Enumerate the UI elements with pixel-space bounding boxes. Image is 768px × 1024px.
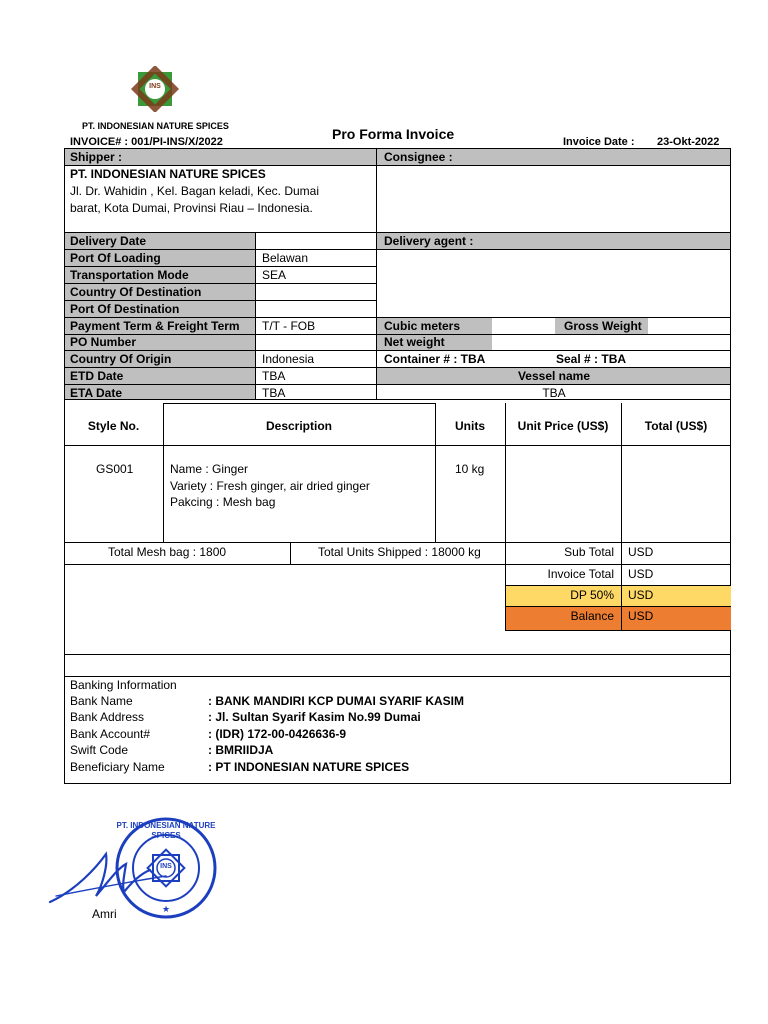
beneficiary-value: : PT INDONESIAN NATURE SPICES <box>208 760 410 774</box>
shipper-address-line1: Jl. Dr. Wahidin , Kel. Bagan keladi, Kec. Dumai <box>70 184 319 198</box>
banking-heading: Banking Information <box>70 678 177 692</box>
payment-label: Payment Term & Freight Term <box>70 319 240 333</box>
eta-value: TBA <box>262 386 286 400</box>
signature <box>46 846 176 910</box>
col-units: Units <box>455 419 485 433</box>
bank-account-value: : (IDR) 172-00-0426636-9 <box>208 727 347 741</box>
total-mesh-bag: Total Mesh bag : 1800 <box>108 545 227 559</box>
dp-value: USD <box>628 588 654 602</box>
net-label: Net weight <box>384 335 445 349</box>
page-title: Pro Forma Invoice <box>332 126 455 142</box>
total-units-shipped: Total Units Shipped : 18000 kg <box>318 545 481 559</box>
invoice-total-label: Invoice Total <box>547 567 614 581</box>
signer-name: Amri <box>92 907 117 921</box>
row-style: GS001 <box>96 462 134 476</box>
bank-name-value: : BANK MANDIRI KCP DUMAI SYARIF KASIM <box>208 694 465 708</box>
cubic-label: Cubic meters <box>384 319 461 333</box>
transport-label: Transportation Mode <box>70 268 189 282</box>
transport-value: SEA <box>262 268 287 282</box>
col-unit-price: Unit Price (US$) <box>517 419 609 433</box>
shipper-address-line2: barat, Kota Dumai, Provinsi Riau – Indonesia. <box>70 201 313 215</box>
bank-address-label: Bank Address <box>70 710 145 724</box>
swift-code-value: : BMRIIDJA <box>208 743 274 757</box>
stamp-mark: INS <box>160 863 172 870</box>
etd-label: ETD Date <box>70 369 124 383</box>
shipper-label: Shipper : <box>70 150 123 164</box>
beneficiary-label: Beneficiary Name <box>70 760 165 774</box>
balance-value: USD <box>628 609 654 623</box>
invoice-date: 23-Okt-2022 <box>657 136 720 148</box>
col-total: Total (US$) <box>644 419 708 433</box>
port-dest-label: Port Of Destination <box>70 302 180 316</box>
invoice-number: INVOICE# : 001/PI-INS/X/2022 <box>70 136 223 148</box>
delivery-agent-label: Delivery agent : <box>384 234 474 248</box>
po-label: PO Number <box>70 335 137 349</box>
sub-total-label: Sub Total <box>564 545 614 559</box>
logo-mark: INS <box>149 83 161 90</box>
port-loading-value: Belawan <box>262 251 309 265</box>
gross-label: Gross Weight <box>564 319 642 333</box>
origin-label: Country Of Origin <box>70 352 172 366</box>
row-desc-name: Name : Ginger <box>170 462 249 476</box>
bank-address-value: : Jl. Sultan Syarif Kasim No.99 Dumai <box>208 710 421 724</box>
balance-label: Balance <box>570 609 614 623</box>
svg-text:★: ★ <box>161 904 171 914</box>
company-logo-text: PT. INDONESIAN NATURE SPICES <box>82 121 229 131</box>
port-loading-label: Port Of Loading <box>70 251 161 265</box>
delivery-date-label: Delivery Date <box>70 234 147 248</box>
col-description: Description <box>265 419 332 433</box>
row-desc-packing: Pakcing : Mesh bag <box>170 495 276 509</box>
row-units: 10 kg <box>455 462 485 476</box>
payment-value: T/T - FOB <box>262 319 316 333</box>
row-desc-variety: Variety : Fresh ginger, air dried ginger <box>170 479 370 493</box>
container-value: Container # : TBA <box>384 352 486 366</box>
invoice-date-label: Invoice Date : <box>563 136 635 148</box>
bank-account-label: Bank Account# <box>70 727 151 741</box>
stamp-text: PT. INDONESIAN NATURE SPICES <box>116 821 216 840</box>
eta-label: ETA Date <box>70 386 123 400</box>
col-style-no: Style No. <box>87 419 140 433</box>
bank-name-label: Bank Name <box>70 694 133 708</box>
dp-label: DP 50% <box>570 588 614 602</box>
country-dest-label: Country Of Destination <box>70 285 202 299</box>
vessel-value: TBA <box>542 386 566 400</box>
consignee-label: Consignee : <box>384 150 453 164</box>
sub-total-value: USD <box>628 545 654 559</box>
origin-value: Indonesia <box>262 352 315 366</box>
seal-value: Seal # : TBA <box>556 352 627 366</box>
invoice-total-value: USD <box>628 567 654 581</box>
company-logo <box>126 66 184 112</box>
etd-value: TBA <box>262 369 286 383</box>
shipper-name: PT. INDONESIAN NATURE SPICES <box>70 167 266 181</box>
vessel-label: Vessel name <box>517 369 591 383</box>
swift-code-label: Swift Code <box>70 743 129 757</box>
